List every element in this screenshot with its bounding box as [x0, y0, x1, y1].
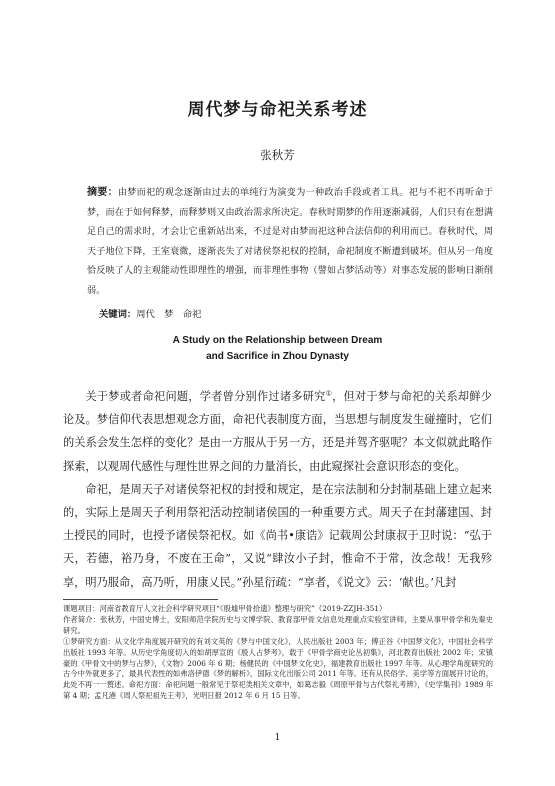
body-paragraph-1	[63, 385, 492, 478]
english-title	[0, 333, 555, 365]
body-text	[63, 385, 492, 594]
paper-title: 周代梦与命祀关系考述	[187, 100, 368, 120]
author-name: 张秋芳	[260, 148, 295, 162]
footnotes	[63, 604, 493, 702]
abstract-label: 摘要：	[87, 187, 118, 198]
footnote-divider	[63, 599, 218, 600]
keywords	[99, 306, 201, 320]
english-title-line-1: A Study on the Relationship between Dream	[172, 335, 383, 346]
footnote-project: 课题项目：河南省教育厅人文社会科学研究项目“《殷墟甲骨拾遗》整理与研究”（2019-ZZJH-351）	[63, 604, 387, 613]
footnote-1: ①梦研究方面：从文化学角度展开研究的有刘文英的《梦与中国文化》，人民出版社 2003 年；傅正谷《中国梦文化》，中国社会科学出版社 1993 年等。从历史学角度切入的如胡厚宣的《殷人占梦考》，载于《甲骨学商史论丛初集》，河北教育出版社 2002 年；宋镇豪的《甲骨文中的梦与占梦》，《文物》2006 年 6 期；杨健民的《中国梦文化史》，福建教育出版社 1997 年等。从心理学角度研究的古今中外就更多了，最具代表性的如弗洛伊德《梦的解析》，国际文化出版公司 2011 年等。还有从民俗学、美学等方面展开讨论的，此处不再一一赘述。命祀方面：命祀问题一般常见于祭祀类相关文章中，如葛志毅《周原甲骨与古代祭礼考辨》，《史学集刊》1989 年第 4 期；孟凡港《周人祭祀祖先王考》，光明日报 2012 年 6 月 15 日等。	[63, 636, 493, 701]
body-paragraph-1-part-a: 关于梦或者命祀问题，学者曾分别作过诸多研究	[85, 390, 326, 403]
page-number: 1	[274, 733, 281, 743]
footnote-ref-1[interactable]: ①	[325, 389, 333, 398]
abstract	[87, 183, 493, 302]
keywords-text: 周代 梦 命祀	[136, 309, 202, 320]
english-title-line-2: and Sacrifice in Zhou Dynasty	[206, 351, 349, 362]
body-paragraph-2: 命祀，是周天子对诸侯祭祀权的封授和规定，是在宗法制和分封制基础上建立起来的，实际上是周天子利用祭祀活动控制诸侯国的一种重要方式。周天子在封藩建国、封土授民的同时，也授予诸侯祭祀权。如《尚书•康诰》记载周公封康叔于卫时说：“弘于天，若德，裕乃身，不废在王命”，又说“肆汝小子封，惟命不于常，汝念哉！无我殄享，明乃服命，高乃听，用康乂民。”孙星衍疏：“享者，《说文》云：‘献也。’凡封	[63, 482, 492, 589]
keywords-label: 关键词：	[99, 309, 137, 320]
abstract-text: 由梦而祀的观念逐渐由过去的单纯行为演变为一种政治手段或者工具。祀与不祀不再听命于梦，而在于如何释梦，而释梦则又由政治需求所决定。春秋时期梦的作用逐渐减弱，人们只有在想满足自己的需求时，才会让它重新站出来，不过是对由梦而祀这种合法信仰的利用而已。春秋时代，周天子地位下降，王室衰微，逐渐丧失了对诸侯祭祀权的控制，命祀制度不断遭到破坏。但从另一角度恰反映了人的主观能动性即理性的增强，而非理性事物（譬如占梦活动等）对事态发展的影响日渐削弱。	[87, 188, 493, 296]
body-paragraph-1-part-b: ，但对于梦与命祀的关系却鲜少论及。梦信仰代表思想观念方面，命祀代表制度方面，当思想与制度发生碰撞时，它们的关系会发生怎样的变化？是由一方服从于另一方，还是并驾齐驱呢？本文似就此略作探索，以观周代感性与理性世界之间的力量消长，由此窥探社会意识形态的变化。	[63, 390, 492, 473]
footnote-author-bio: 作者简介：张秋芳，中国史博士，安阳师范学院历史与文博学院、教育部甲骨文信息处理重点实验室讲师，主要从事甲骨学和先秦史研究。	[63, 614, 493, 635]
